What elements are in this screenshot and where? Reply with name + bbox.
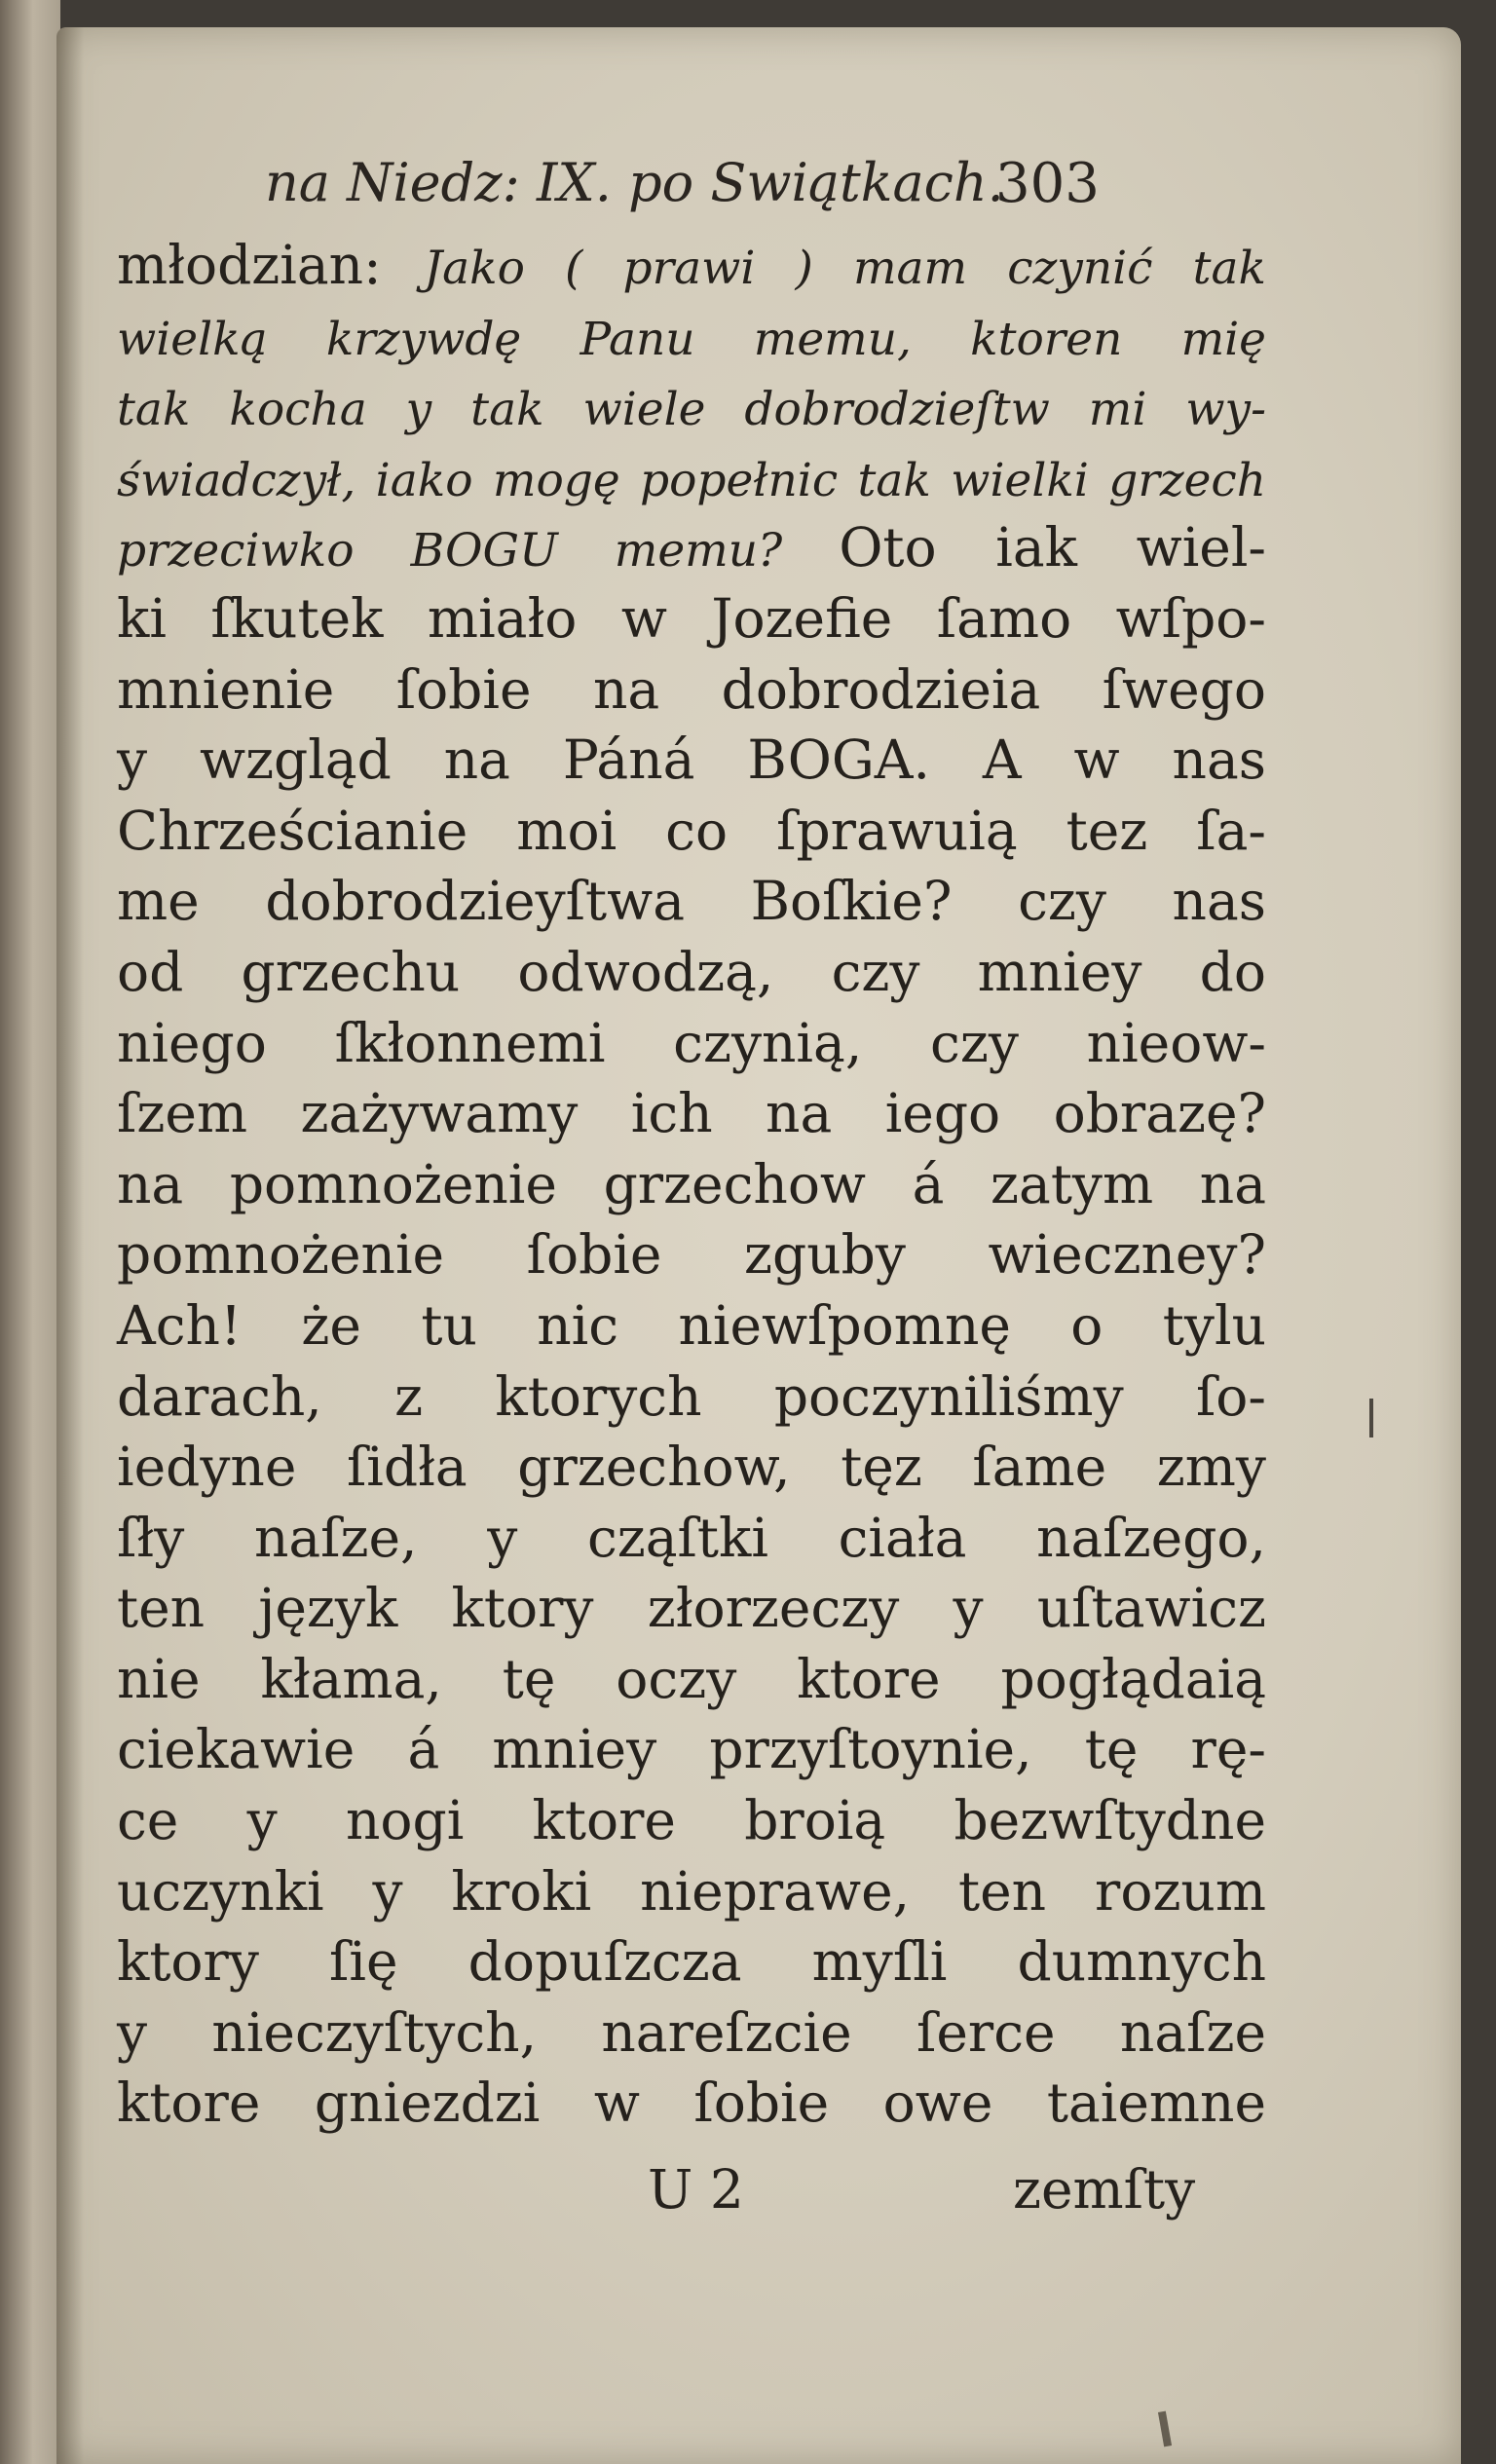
text-line [117, 725, 1266, 796]
text-line [117, 1714, 1266, 1785]
text-line [117, 1644, 1266, 1715]
roman-text: nie kłama, tę oczy ktore pogłądaią [117, 1647, 1266, 1710]
italic-text: świadczył, iako mogę popełnic tak wielki grzech [117, 453, 1266, 507]
text-line [117, 301, 1266, 372]
text-line [117, 1008, 1266, 1079]
roman-text: ktory ſię dopuſzcza myſli dumnych [117, 1930, 1266, 1994]
book-page [56, 27, 1461, 2464]
text-line [117, 1149, 1266, 1220]
roman-text: uczynki y kroki nieprawe, ten rozum [117, 1859, 1266, 1923]
text-line [117, 1219, 1266, 1290]
text-line [117, 1997, 1266, 2069]
roman-text: ce y nogi ktore broią bezwſtydne [117, 1789, 1266, 1852]
left-page-edge [0, 0, 60, 2464]
roman-text: y wzgląd na Páná BOGA. A w nas [117, 728, 1266, 792]
roman-text: iedyne ſidła grzechow, tęz ſame zmy [117, 1436, 1266, 1499]
italic-text: tak kocha y tak wiele dobrodzieſtw mi wy- [117, 383, 1266, 437]
text-line [117, 1856, 1266, 1927]
text-line [117, 2068, 1266, 2139]
roman-text: y nieczyſtych, nareſzcie ſerce naſze [117, 2000, 1266, 2064]
roman-text: ciekawie á mniey przyſtoynie, tę rę- [117, 1718, 1266, 1781]
roman-text: ſzem zażywamy ich na iego obrazę? [117, 1082, 1266, 1145]
text-line [117, 866, 1266, 937]
text-line [117, 1926, 1266, 1997]
italic-text: wielką krzywdę Panu memu, ktoren mię [117, 312, 1266, 366]
roman-text: Chrześcianie moi co ſprawuią tez ſa- [117, 799, 1266, 862]
page-footer [117, 2158, 1266, 2236]
body-text [117, 230, 1266, 2139]
margin-mark [1369, 1399, 1373, 1437]
text-line [117, 442, 1266, 513]
text-line [117, 796, 1266, 867]
roman-text: Oto iak wiel- [839, 516, 1267, 579]
running-header [265, 142, 1239, 220]
roman-text: na pomnożenie grzechow á zatym na [117, 1152, 1266, 1215]
roman-text: Ach! że tu nic niewſpomnę o tylu [117, 1293, 1266, 1357]
roman-text: me dobrodzieyſtwa Boſkie? czy nas [117, 870, 1266, 933]
text-line [117, 1573, 1266, 1644]
roman-text: mnienie ſobie na dobrodzieia ſwego [117, 657, 1266, 721]
roman-text: ſły naſze, y cząſtki ciała naſzego, [117, 1506, 1266, 1569]
running-title: na Niedz: IX. po Swiątkach. [265, 152, 1004, 213]
text-line [117, 512, 1266, 583]
roman-text: od grzechu odwodzą, czy mniey do [117, 940, 1266, 1003]
catchword: zemſty [1013, 2158, 1196, 2221]
text-line [117, 1078, 1266, 1149]
text-line [117, 1785, 1266, 1856]
roman-text: ktore gniezdzi w ſobie owe taiemne [117, 2072, 1266, 2135]
text-line [117, 371, 1266, 442]
roman-text: ki ſkutek miało w Jozefie ſamo wſpo- [117, 586, 1266, 650]
italic-text: przeciwko BOGU memu? [117, 524, 840, 579]
text-line [117, 583, 1266, 654]
roman-text: niego ſkłonnemi czynią, czy nieow- [117, 1011, 1266, 1074]
text-line [117, 1503, 1266, 1574]
roman-text: młodzian: [117, 234, 425, 296]
roman-text: darach, z ktorych poczyniliśmy ſo- [117, 1364, 1266, 1428]
text-line [117, 1432, 1266, 1503]
text-line [117, 1290, 1266, 1362]
text-line [117, 937, 1266, 1008]
italic-text: Jako ( prawi ) mam czynić tak [424, 242, 1267, 295]
roman-text: ten język ktory złorzeczy y uſtawicz [117, 1577, 1266, 1640]
roman-text: pomnożenie ſobie zguby wieczney? [117, 1223, 1266, 1287]
signature-mark: U 2 [648, 2158, 744, 2221]
text-line [117, 654, 1266, 726]
page-number: 303 [995, 152, 1100, 215]
text-line [117, 230, 1266, 301]
ink-mark [1158, 2411, 1172, 2447]
text-line [117, 1362, 1266, 1433]
